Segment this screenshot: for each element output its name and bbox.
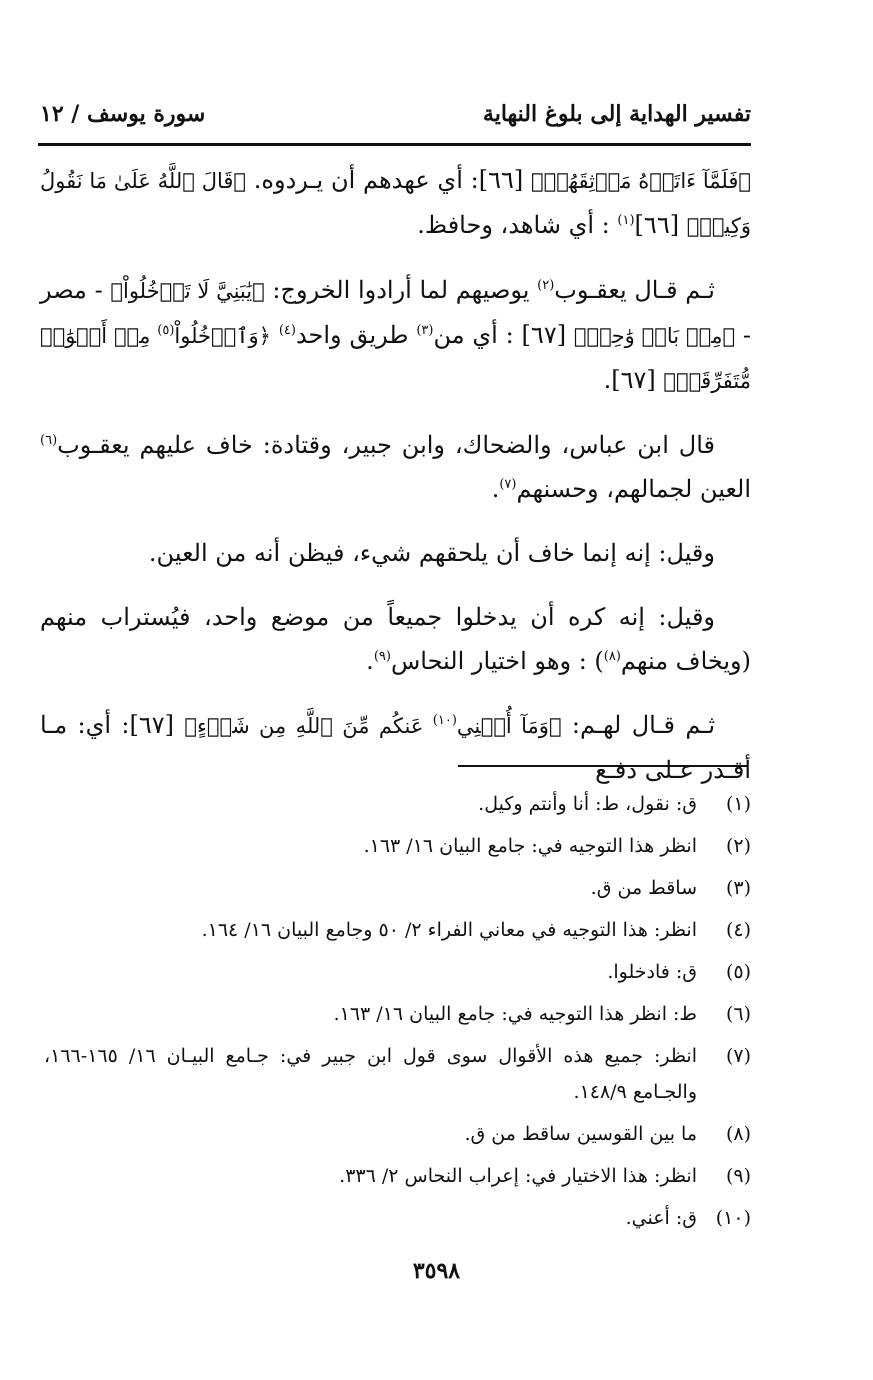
quran-quote: ﴿وَمَآ أُغۡنِي	[456, 714, 562, 738]
footnote	[44, 1038, 751, 1110]
text: وقيل: إنه كره أن يدخلوا جميعاً من موضع واحد، فيُستراب منهم (ويخاف منهم	[40, 603, 751, 675]
book-title: تفسير الهداية إلى بلوغ النهاية	[482, 101, 751, 127]
page-number: ٣٥٩٨	[412, 1258, 461, 1284]
footnote-number: (١)	[725, 793, 751, 815]
paragraph-1	[40, 158, 751, 248]
footnote-ref: (٧)	[499, 477, 517, 492]
footnote-number: (٤)	[725, 919, 751, 941]
footnote	[44, 1116, 751, 1152]
text: - مصر -	[40, 276, 751, 349]
footnote-text: ق: فادخلوا.	[607, 961, 697, 983]
text: العين لجمالهم، وحسنهم	[516, 475, 751, 503]
text: .	[366, 647, 374, 675]
paragraph-4: وقيل: إنه إنما خاف أن يلحقهم شيء، فيظن أنه من العين.	[148, 539, 715, 567]
text: : أي شاهد، وحافظ.	[417, 211, 618, 239]
main-text	[40, 158, 751, 812]
footnote	[44, 828, 751, 864]
text: طريق واحد	[295, 321, 417, 349]
footnote-number: (٢)	[725, 835, 751, 857]
text: يوصيهم لما أرادوا الخروج:	[264, 276, 538, 304]
text	[271, 321, 279, 349]
running-header	[40, 96, 751, 132]
footnote-text: انظر هذا التوجيه في: جامع البيان ١٦/ ١٦٣.	[363, 835, 697, 857]
paragraph-3	[40, 423, 751, 511]
quran-quote: ﴿يَٰبَنِيَّ لَا تَدۡخُلُواْ﴾	[110, 279, 265, 303]
quran-quote: ﴿قَالَ ٱللَّهُ عَلَىٰ مَا نَقُولُ وَكِيلٞ﴾	[40, 169, 751, 238]
footnote-text: انظر: جميع هذه الأقوال سوى قول ابن جبير في: جـامع البيـان ١٦/ ١٦٥-١٦٦، والجـامع ١٤٨/٩.	[44, 1045, 697, 1103]
footnote	[44, 870, 751, 906]
footnote-number: (٩)	[725, 1165, 751, 1187]
footnote-ref: (٩)	[373, 649, 391, 664]
paragraph-6	[40, 703, 751, 792]
footnote	[44, 786, 751, 822]
footnote-text: انظر: هذا التوجيه في معاني الفراء ٢/ ٥٠ وجامع البيان ١٦/ ١٦٤.	[201, 919, 697, 941]
footnote-text: ط: انظر هذا التوجيه في: جامع البيان ١٦/ ١٦٣.	[333, 1003, 697, 1025]
footnotes	[44, 786, 751, 1242]
paragraph-2	[40, 268, 751, 403]
text: ثـم قـال لهـم:	[561, 711, 716, 739]
footnote-number: (٦)	[725, 1003, 751, 1025]
footnote-number: (٥)	[725, 961, 751, 983]
header-rule	[38, 143, 751, 146]
footnote-ref: (٣)	[416, 323, 434, 338]
footnote-ref: (١)	[617, 213, 635, 228]
quran-quote: ﴿وَٱدۡخُلُواْ	[174, 324, 271, 348]
quran-quote: ﴿فَلَمَّآ ءَاتَوۡهُ مَوۡثِقَهُمۡ﴾	[531, 169, 751, 193]
paragraph-5	[40, 595, 751, 683]
text: [٦٧].	[603, 366, 664, 394]
text: [٦٦]: أي عهدهم أن يـردوه.	[246, 166, 532, 194]
footnote-ref: (٤)	[278, 323, 296, 338]
footnote	[44, 996, 751, 1032]
footnote-number: (٨)	[725, 1123, 751, 1145]
text: ثـم قـال يعقـوب	[554, 276, 715, 304]
footnote-ref: (٥)	[157, 323, 175, 338]
footnote	[44, 954, 751, 990]
footnote-text: ق: أعني.	[625, 1207, 697, 1229]
footnote-number: (٣)	[725, 877, 751, 899]
footnote-ref: (٢)	[537, 278, 555, 293]
footnote-ref: (٦)	[40, 433, 58, 448]
verse-number: [٦٦]	[634, 211, 687, 239]
footnote-text: ما بين القوسين ساقط من ق.	[464, 1123, 697, 1145]
footnote-text: ساقط من ق.	[590, 877, 697, 899]
text: .	[491, 475, 500, 503]
footnote-number: (١٠)	[715, 1207, 751, 1229]
quran-quote: عَنكُم مِّنَ ٱللَّهِ مِن شَيۡءٍ﴾	[184, 714, 433, 738]
quran-quote: مِنۡ أَبۡوَٰبٖ مُّتَفَرِّقَةٖ﴾	[40, 324, 751, 393]
footnote-rule	[458, 765, 748, 767]
footnote-text: انظر: هذا الاختيار في: إعراب النحاس ٢/ ٣٣٦.	[339, 1165, 697, 1187]
footnote	[44, 912, 751, 948]
surah-reference: سورة يوسف / ١٢	[40, 101, 206, 127]
footnote	[44, 1200, 751, 1236]
text: [٦٧]: أي: مـا أقـدر عـلى دفـع	[40, 711, 751, 784]
footnote	[44, 1158, 751, 1194]
text: [٦٧] : أي من	[433, 321, 574, 349]
footnote-text: ق: نقول، ط: أنا وأنتم وكيل.	[478, 793, 697, 815]
footnote-ref: (١٠)	[432, 713, 457, 728]
quran-quote: ﴿مِنۢ بَابٖ وَٰحِدٖ﴾	[573, 324, 736, 348]
text: ) : وهو اختيار النحاس	[390, 647, 604, 675]
footnote-ref: (٨)	[603, 649, 621, 664]
text: قال ابن عباس، والضحاك، وابن جبير، وقتادة: خاف عليهم يعقـوب	[57, 431, 715, 459]
footnote-number: (٧)	[725, 1045, 751, 1067]
